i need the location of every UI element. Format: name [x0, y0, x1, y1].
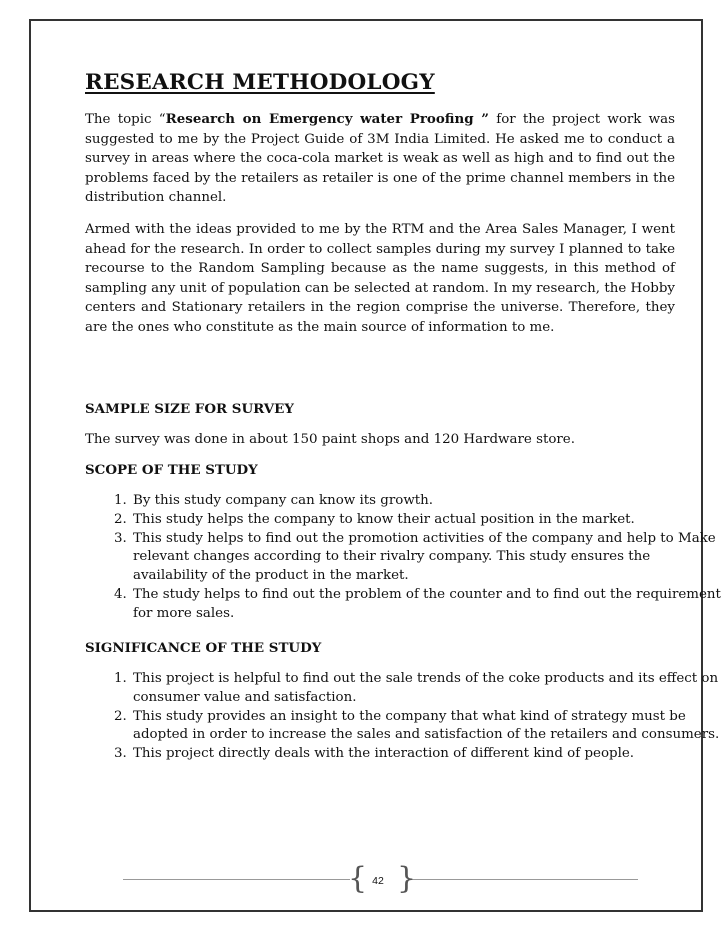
armed-paragraph: Armed with the ideas provided to me by the RTM and the Area Sales Manager, I went ahead for the research. In order to collect samples during my survey I planned to take recourse to the Random Sampling because as the name suggests, in this method of sampling any unit of population can be selected at random. In my research, the Hobby centers and Stationary retailers in the region comprise the universe. Therefore, they are the ones who constitute as the main source of information to me. [85, 222, 675, 335]
scope-list [85, 492, 723, 624]
scope-heading: SCOPE OF THE STUDY [85, 462, 258, 478]
significance-heading: SIGNIFICANCE OF THE STUDY [85, 640, 322, 656]
footer-rule-right [408, 879, 638, 880]
list-item: 1. This project is helpful to find out the sale trends of the coke products and its effect on consumer value and satisfaction. [131, 670, 723, 708]
list-item: 2. This study provides an insight to the company that what kind of strategy must be adopted in order to increase the sales and satisfaction of the retailers and consumers. [131, 708, 723, 746]
intro-lead: The topic “ [85, 112, 166, 127]
sample-heading: SAMPLE SIZE FOR SURVEY [85, 401, 294, 417]
intro-paragraph [85, 110, 675, 208]
list-item: 3. This project directly deals with the interaction of different kind of people. [131, 745, 723, 764]
intro-rest: for the project work was suggested to me by the Project Guide of 3M India Limited. He asked me to conduct a survey in areas where the coca-cola market is weak as well as high and to find out the problems faced by the retailers as retailer is one of the prime channel members in the distribution channel. [85, 112, 675, 205]
footer-rule-left [123, 879, 350, 880]
list-item: 1. By this study company can know its growth. [131, 492, 723, 511]
page-title: RESEARCH METHODOLOGY [85, 70, 435, 95]
list-item: 2. This study helps the company to know their actual position in the market. [131, 511, 723, 530]
list-item: 3. This study helps to find out the promotion activities of the company and help to Make relevant changes according to their rivalry company. This study ensures the availability of the product in the market. [131, 530, 723, 586]
right-brace-icon: } [397, 861, 417, 896]
page-number: 42 [372, 875, 384, 887]
significance-list [85, 670, 723, 764]
sample-text: The survey was done in about 150 paint shops and 120 Hardware store. [85, 432, 575, 447]
intro-topic: Research on Emergency water Proofing ” [165, 111, 489, 127]
list-item: 4. The study helps to find out the problem of the counter and to find out the requirement for more sales. [131, 586, 723, 624]
left-brace-icon: { [348, 861, 368, 896]
